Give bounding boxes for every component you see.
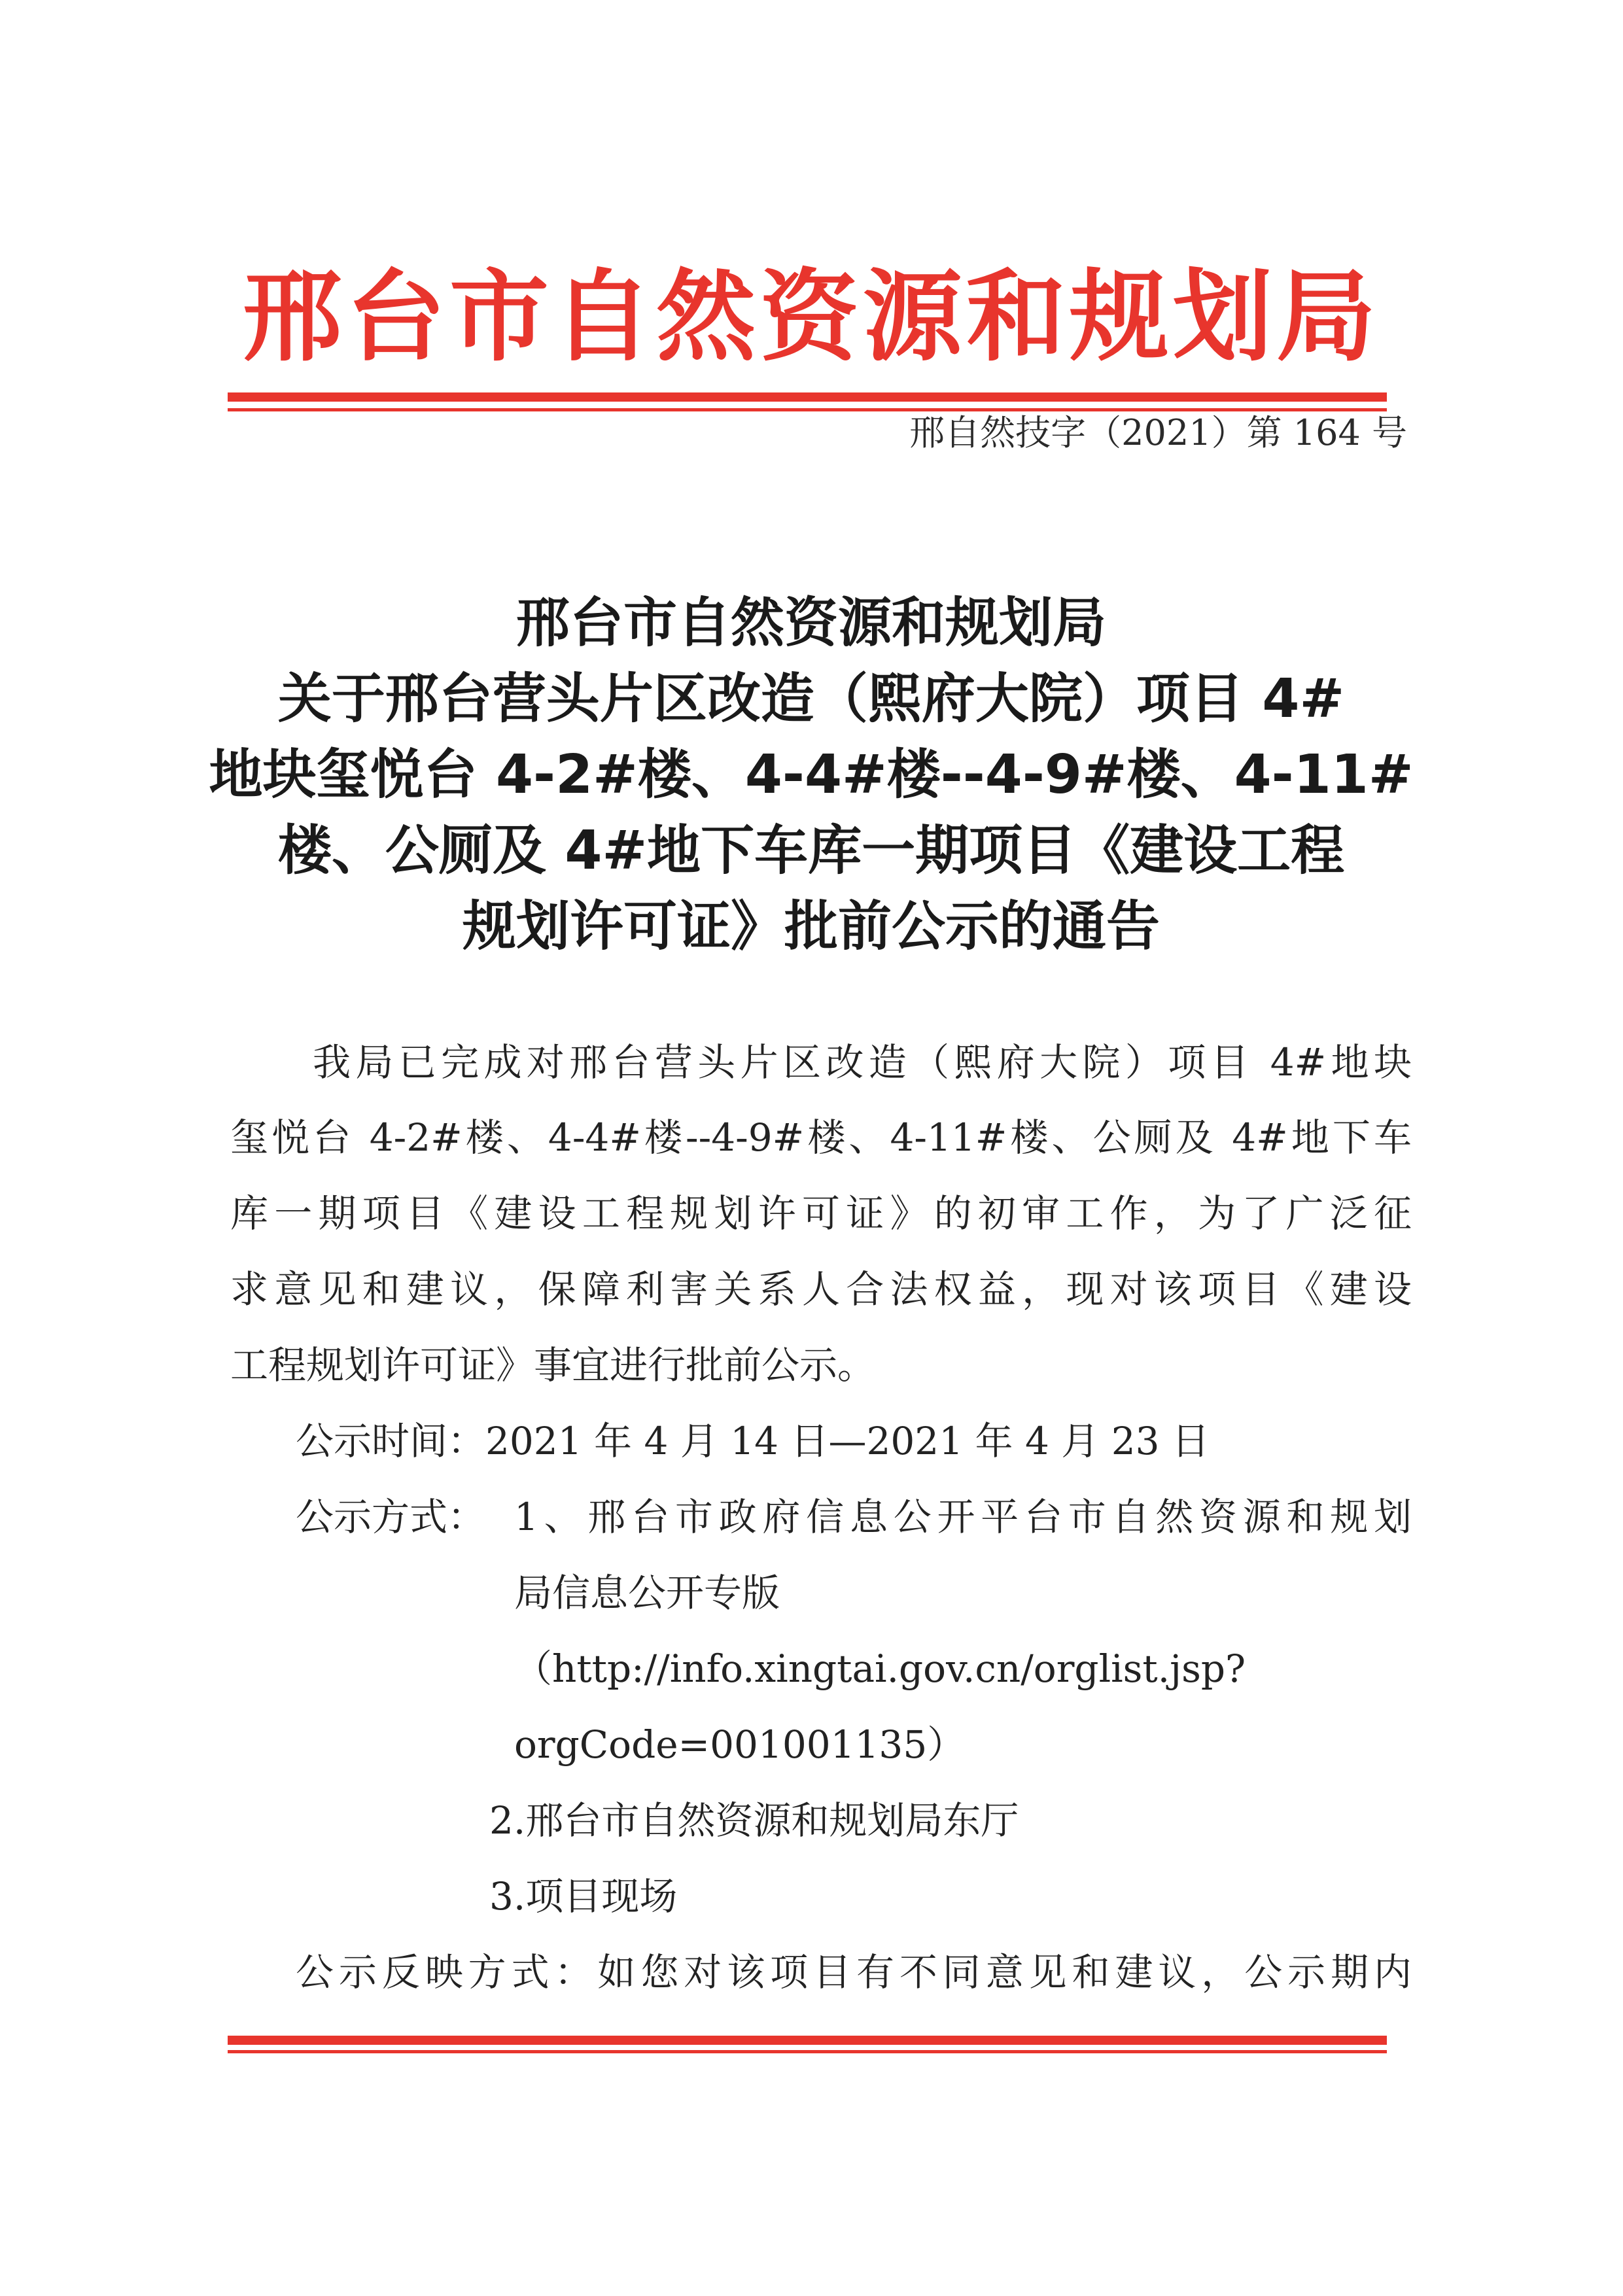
footer-rule-thin [228,2050,1387,2053]
body-line: 我局已完成对邢台营头片区改造（熙府大院）项目 4#地块 [313,1040,1412,1085]
notice-time: 公示时间：2021 年 4 月 14 日—2021 年 4 月 23 日 [296,1419,1210,1463]
title-line: 邢台市自然资源和规划局 [515,592,1106,654]
notice-method-1: 1、邢台市政府信息公开平台市自然资源和规划 [514,1495,1412,1539]
notice-method-1-cont: 局信息公开专版 [514,1571,780,1615]
notice-method-label: 公示方式： [296,1495,486,1539]
document-title [196,585,1426,965]
body-line: 玺悦台 4-2#楼、4-4#楼--4-9#楼、4-11#楼、公厕及 4#地下车 [230,1115,1412,1160]
notice-method-3: 3.项目现场 [489,1874,678,1919]
body-line: 求意见和建议，保障利害关系人合法权益，现对该项目《建设 [230,1267,1412,1312]
notice-method-1-url[interactable]: （http://info.xingtai.gov.cn/orglist.jsp? [514,1646,1246,1691]
masthead-title: 邢台市自然资源和规划局 [243,259,1380,375]
body-line: 工程规划许可证》事宜进行批前公示。 [230,1343,876,1387]
title-line: 地块玺悦台 4-2#楼、4-4#楼--4-9#楼、4-11# [209,744,1414,806]
body-line: 库一期项目《建设工程规划许可证》的初审工作，为了广泛征 [230,1191,1412,1236]
document-number: 邢自然技字（2021）第 164 号 [909,412,1407,453]
footer-rule-thick [228,2036,1387,2045]
feedback-line: 公示反映方式：如您对该项目有不同意见和建议，公示期内 [296,1950,1412,1994]
notice-method-1-url-cont[interactable]: orgCode=001001135） [514,1722,966,1767]
title-line: 规划许可证》批前公示的通告 [462,896,1160,958]
title-line: 楼、公厕及 4#地下车库一期项目《建设工程 [277,820,1345,882]
title-line: 关于邢台营头片区改造（熙府大院）项目 4# [277,668,1345,730]
notice-method-2: 2.邢台市自然资源和规划局东厅 [489,1798,1019,1843]
